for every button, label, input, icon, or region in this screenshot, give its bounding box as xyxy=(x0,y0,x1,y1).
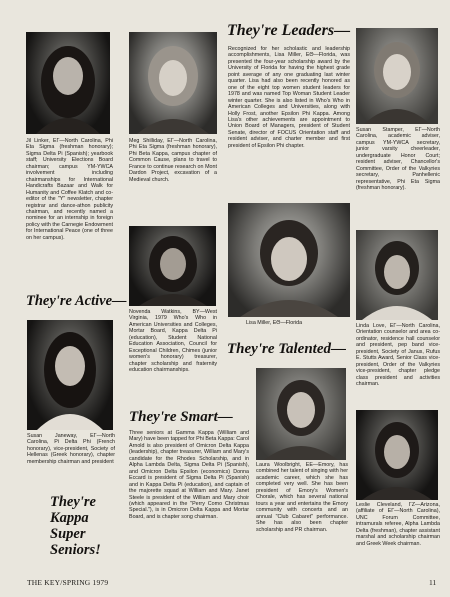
footer-page-number: 11 xyxy=(429,578,437,587)
caption-jil-linker: Jil Linker, ΕΓ—North Carolina, Phi Eta Sigma (freshman honorary); Sigma Delta Pi (Spanish); yearbook staff; University Elections Board chairman; campus YM-YWCA involvement including chairmanships for International Handicrafts Bazaar and Walk for Humanity and Coffee Klatch and co-editor of the "Y" newsletter, chapter registrar and dance-athon publicity chairman, and recently named a nominee for an internship in foreign policy with the Carnegie Endowment for International Peace (one of three on her campus). xyxy=(26,138,113,241)
portrait-jil-linker xyxy=(26,32,110,134)
heading-leaders: They're Leaders— xyxy=(227,22,351,39)
photo-lisa-miller xyxy=(228,203,350,317)
portrait-susan-stamper xyxy=(356,28,438,124)
portrait-linda-love xyxy=(356,230,438,320)
caption-smart: Three seniors at Gamma Kappa (William and Mary) have been tapped for Phi Beta Kappa: Carol Arnold is also president of Omicron Delta Kappa (leadership), chapter treasurer, William and Mary's candidate for the Rhodes Scholarship, and in Alpha Lambda Delta, Sigma Delta Pi (Spanish), and Omicron Delta Epsilon (economics) Donna Eccard is president of Sigma Delta Pi (Spanish) and in Kappa Delta Pi (education), and captain of the majorette squad at William and Mary. Janet Steele is president of the William and Mary choir (which appeared in the "Perry Como Christmas Special."), is in Omicron Delta Kappa and Mortar Board, and is chapter song chairman. xyxy=(129,430,250,520)
portrait-laura-woolbright xyxy=(256,368,346,460)
caption-novenda-watkins: Novenda Watkins, ΒΥ—West Virginia, 1979 Who's Who in American Universities and Colleges, Mortar Board, Kappa Delta Pi (education), Student National Education Association, Council for Exceptional Children, Chimes (junior women's honorary) treasurer, chapter scholarship and fraternity education chairmanships. xyxy=(129,309,217,374)
caption-susan-janeway: Susan Janeway, ΕΓ—North Carolina, Pi Delta Phi (French honorary), vice-president, Society of Hellenas (Greek honorary), chapter membership chairman and president xyxy=(27,433,115,465)
portrait-meg-shilliday xyxy=(129,32,217,134)
caption-lisa-miller-story: Recognized for her scholastic and leadership accomplishments, Lisa Miller, ΕΘ—Florida, was presented the four-year scholarship award by the University of Florida for having the highest grade point average of any one graduating last winter quarter. Lisa had also been recently honored as one of the eight top women student leaders for 1978 and was named Top Woman Student Leader winter quarter. She is also listed in Who's Who in American Colleges and Universities, along with Holly Frost, another Epsilon Phi Kappa. Among Lisa's other achievements are appointment to Union Board of Managers, president of Student Senate, director of FOCUS Orientation staff and resident adviser, and charter member and first president of Epsilon Phi chapter. xyxy=(228,46,350,149)
photo-linda-love xyxy=(356,230,438,320)
caption-linda-love: Linda Love, ΕΓ—North Carolina, Orientation counselor and area co-ordinator, residence hall counselor and president, pep band vice-president, Society of Janus, Rufus E. Stutts Award, Senior Class vice-president, Order of the Valkyries vice-president, chapter pledge class president and activities chairman. xyxy=(356,323,440,388)
photo-novenda-watkins xyxy=(129,226,216,306)
caption-lisa-miller-photo: Lisa Miller, ΕΘ—Florida xyxy=(246,320,303,326)
photo-leslie-cleveland xyxy=(356,410,438,500)
photo-meg-shilliday xyxy=(129,32,217,134)
kappa-line-4: Seniors! xyxy=(50,542,101,558)
caption-susan-stamper: Susan Stamper, ΕΓ—North Carolina, academic adviser, campus YM-YWCA secretary, junior varsity cheerleader, undergraduate Honor Court; resident adviser, Chancellor's Committee, Order of the Valkyries secretary, Panhellenic representative, Phi Eta Sigma (freshman honorary). xyxy=(356,127,440,192)
caption-leslie-cleveland: Leslie Cleveland, ΓΖ—Arizona, (affiliate of ΕΓ—North Carolina), UNC Forum Committee, intramurals referee, Alpha Lambda Delta (freshman), chapter assistant marshal and scholarship chairman and Greek Week chairman. xyxy=(356,502,440,547)
portrait-lisa-miller xyxy=(228,203,350,317)
heading-active: They're Active— xyxy=(26,293,127,309)
kappa-line-1: They're xyxy=(50,494,96,510)
caption-laura-woolbright: Laura Woolbright, ΕΕ—Emory, has combined her talent of singing with her academic career, which she has completed very well. She has been president of Emory's Women's Chorale, which has several national tours a year and entertains the Emory community with concerts and an annual "Club Cabaret" performance. She has also been chapter scholarship and PR chairman. xyxy=(256,462,348,533)
portrait-novenda-watkins xyxy=(129,226,216,306)
portrait-susan-janeway xyxy=(27,320,113,430)
photo-laura-woolbright xyxy=(256,368,346,460)
portrait-leslie-cleveland xyxy=(356,410,438,500)
kappa-line-2: Kappa xyxy=(50,510,89,526)
heading-smart: They're Smart— xyxy=(129,409,233,425)
photo-susan-stamper xyxy=(356,28,438,124)
photo-jil-linker xyxy=(26,32,110,134)
kappa-line-3: Super xyxy=(50,526,86,542)
footer-publication: THE KEY/SPRING 1979 xyxy=(27,578,109,587)
photo-susan-janeway xyxy=(27,320,113,430)
heading-talented: They're Talented— xyxy=(227,341,347,357)
caption-meg-shilliday: Meg Shilliday, ΕΓ—North Carolina, Phi Eta Sigma (freshman honorary), Phi Beta Kappa, campus chapter of Common Cause, plans to travel to France to continue research on Mont Dardon Project, excavation of a Medieval church. xyxy=(129,138,217,183)
kappa-super-seniors xyxy=(50,494,130,558)
